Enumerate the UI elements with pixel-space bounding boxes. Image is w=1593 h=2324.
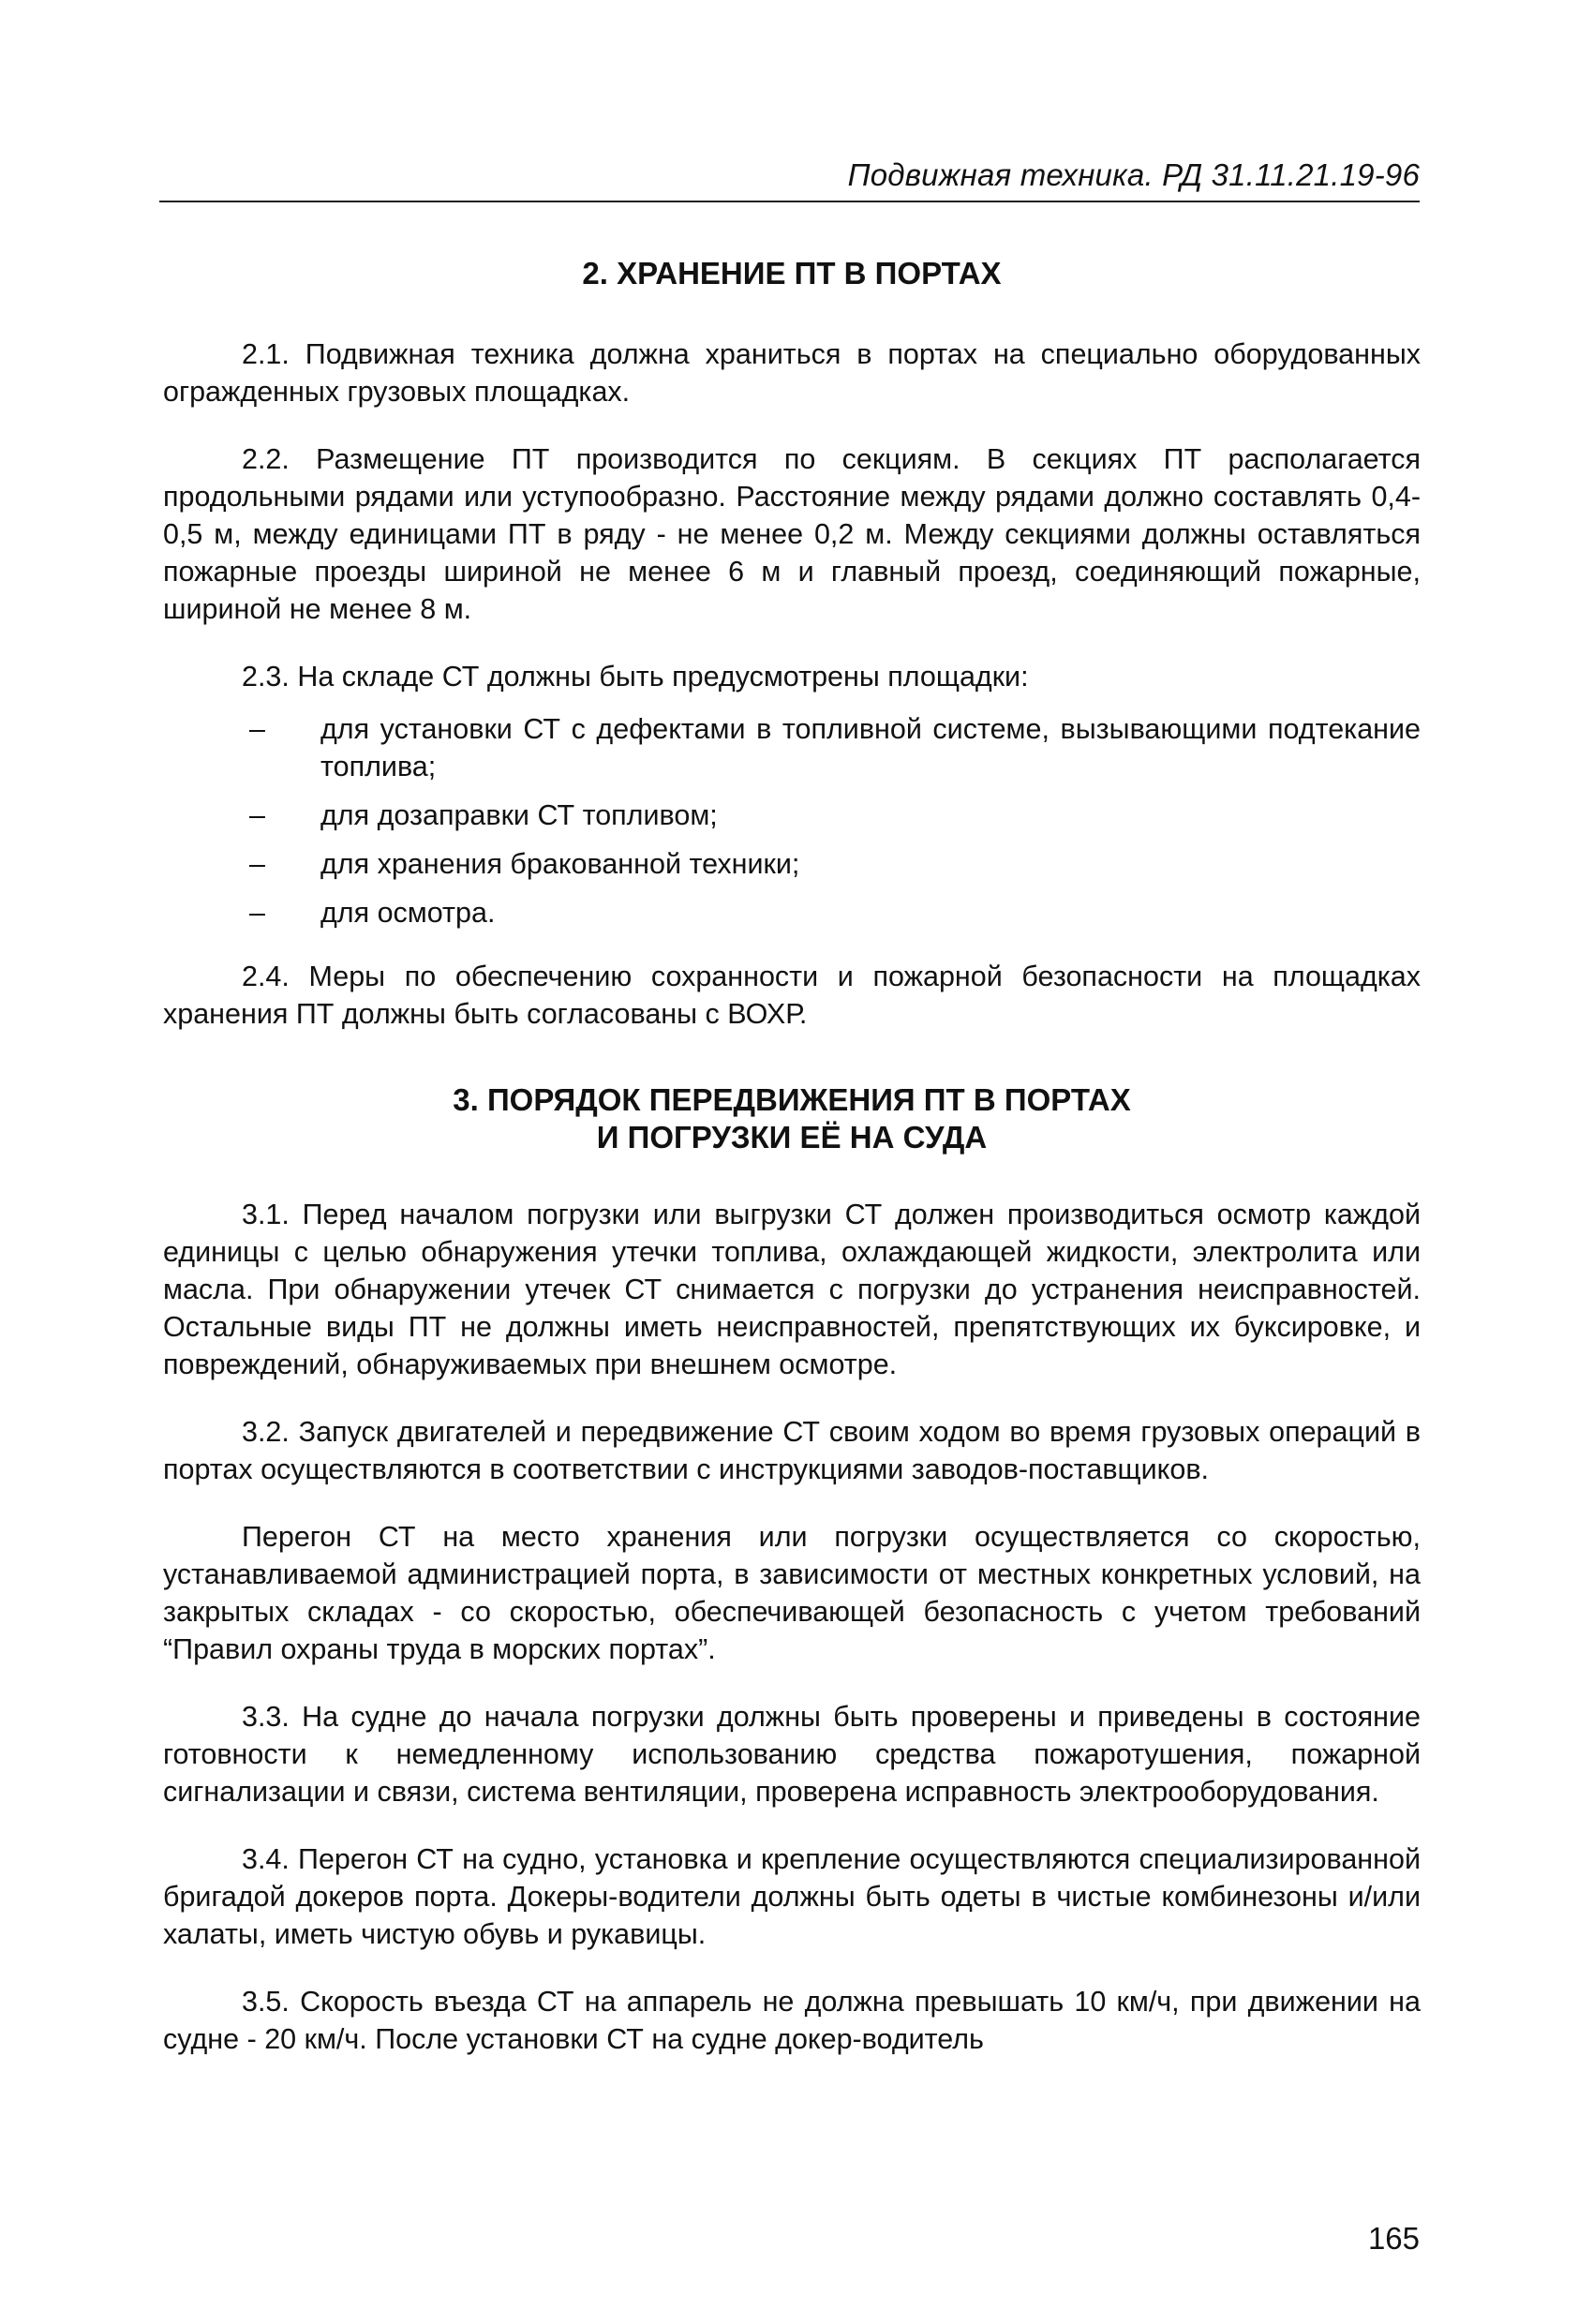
paragraph-2-2: 2.2. Размещение ПТ производится по секциям. В секциях ПТ располагается продольными рядами или уступообразно. Расстояние между рядами должно составлять 0,4-0,5 м, между единицами ПТ в ряду - не менее 0,2 м. Между секциями должны оставляться пожарные проезды шириной не менее 6 м и главный проезд, соединяющий пожарные, шириной не менее 8 м. — [163, 443, 1421, 625]
list-item-text: для хранения бракованной техники; — [320, 848, 800, 880]
list-dash: – — [249, 713, 265, 745]
list-dash: – — [249, 799, 265, 831]
paragraph-3-5: 3.5. Скорость въезда СТ на аппарель не должна превышать 10 км/ч, при движении на судне - 20 км/ч. После установки СТ на судне докер-водитель — [163, 1986, 1421, 2055]
header-rule — [159, 201, 1420, 202]
paragraph-2-1: 2.1. Подвижная техника должна храниться в портах на специально оборудованных огражденных грузовых площадках. — [163, 338, 1421, 408]
list-item-text: для осмотра. — [320, 897, 496, 929]
list-item — [163, 797, 1421, 834]
section-3-title — [163, 1081, 1421, 1156]
page-number: 165 — [1367, 2221, 1420, 2256]
list-item-text: для дозаправки СТ топливом; — [320, 799, 718, 831]
section-2-title: 2. ХРАНЕНИЕ ПТ В ПОРТАХ — [582, 256, 1002, 290]
paragraph-2-3: 2.3. На складе СТ должны быть предусмотрены площадки: — [242, 661, 1029, 693]
list-item — [163, 845, 1421, 883]
paragraph-3-2-continued: Перегон СТ на место хранения или погрузки осуществляется со скоростью, устанавливаемой администрацией порта, в зависимости от местных конкретных условий, на закрытых складах - со скоростью, обеспечивающей безопасность с учетом требований “Правил охраны труда в морских портах”. — [163, 1521, 1421, 1665]
running-header: Подвижная техника. РД 31.11.21.19-96 — [847, 157, 1420, 192]
paragraph-2-4: 2.4. Меры по обеспечению сохранности и пожарной безопасности на площадках хранения ПТ должны быть согласованы с ВОХР. — [163, 961, 1421, 1030]
list-item-text: для установки СТ с дефектами в топливной системе, вызывающими подтекание топлива; — [320, 713, 1421, 782]
paragraph-3-2: 3.2. Запуск двигателей и передвижение СТ своим ходом во время грузовых операций в портах осуществляются в соответствии с инструкциями заводов-поставщиков. — [163, 1416, 1421, 1485]
paragraph-3-4: 3.4. Перегон СТ на судно, установка и крепление осуществляются специализированной бригадой докеров порта. Докеры-водители должны быть одеты в чистые комбинезоны и/или халаты, иметь чистую обувь и рукавицы. — [163, 1843, 1421, 1950]
section-3-title-line-1: 3. ПОРЯДОК ПЕРЕДВИЖЕНИЯ ПТ В ПОРТАХ — [453, 1082, 1131, 1117]
sites-list — [163, 710, 1421, 931]
section-3-title-line-2: И ПОГРУЗКИ ЕЁ НА СУДА — [596, 1120, 988, 1155]
paragraph-3-1: 3.1. Перед началом погрузки или выгрузки СТ должен производиться осмотр каждой единицы с целью обнаружения утечки топлива, охлаждающей жидкости, электролита или масла. При обнаружении утечек СТ снимается с погрузки до устранения неисправностей. Остальные виды ПТ не должны иметь неисправностей, препятствующих их буксировке, и повреждений, обнаруживаемых при внешнем осмотре. — [163, 1199, 1421, 1380]
page-body — [163, 255, 1421, 2088]
list-item — [163, 710, 1421, 785]
list-dash: – — [249, 848, 265, 880]
list-dash: – — [249, 897, 265, 929]
paragraph-3-3: 3.3. На судне до начала погрузки должны быть проверены и приведены в состояние готовности к немедленному использованию средства пожаротушения, пожарной сигнализации и связи, система вентиляции, проверена исправность электрооборудования. — [163, 1701, 1421, 1808]
list-item — [163, 894, 1421, 931]
